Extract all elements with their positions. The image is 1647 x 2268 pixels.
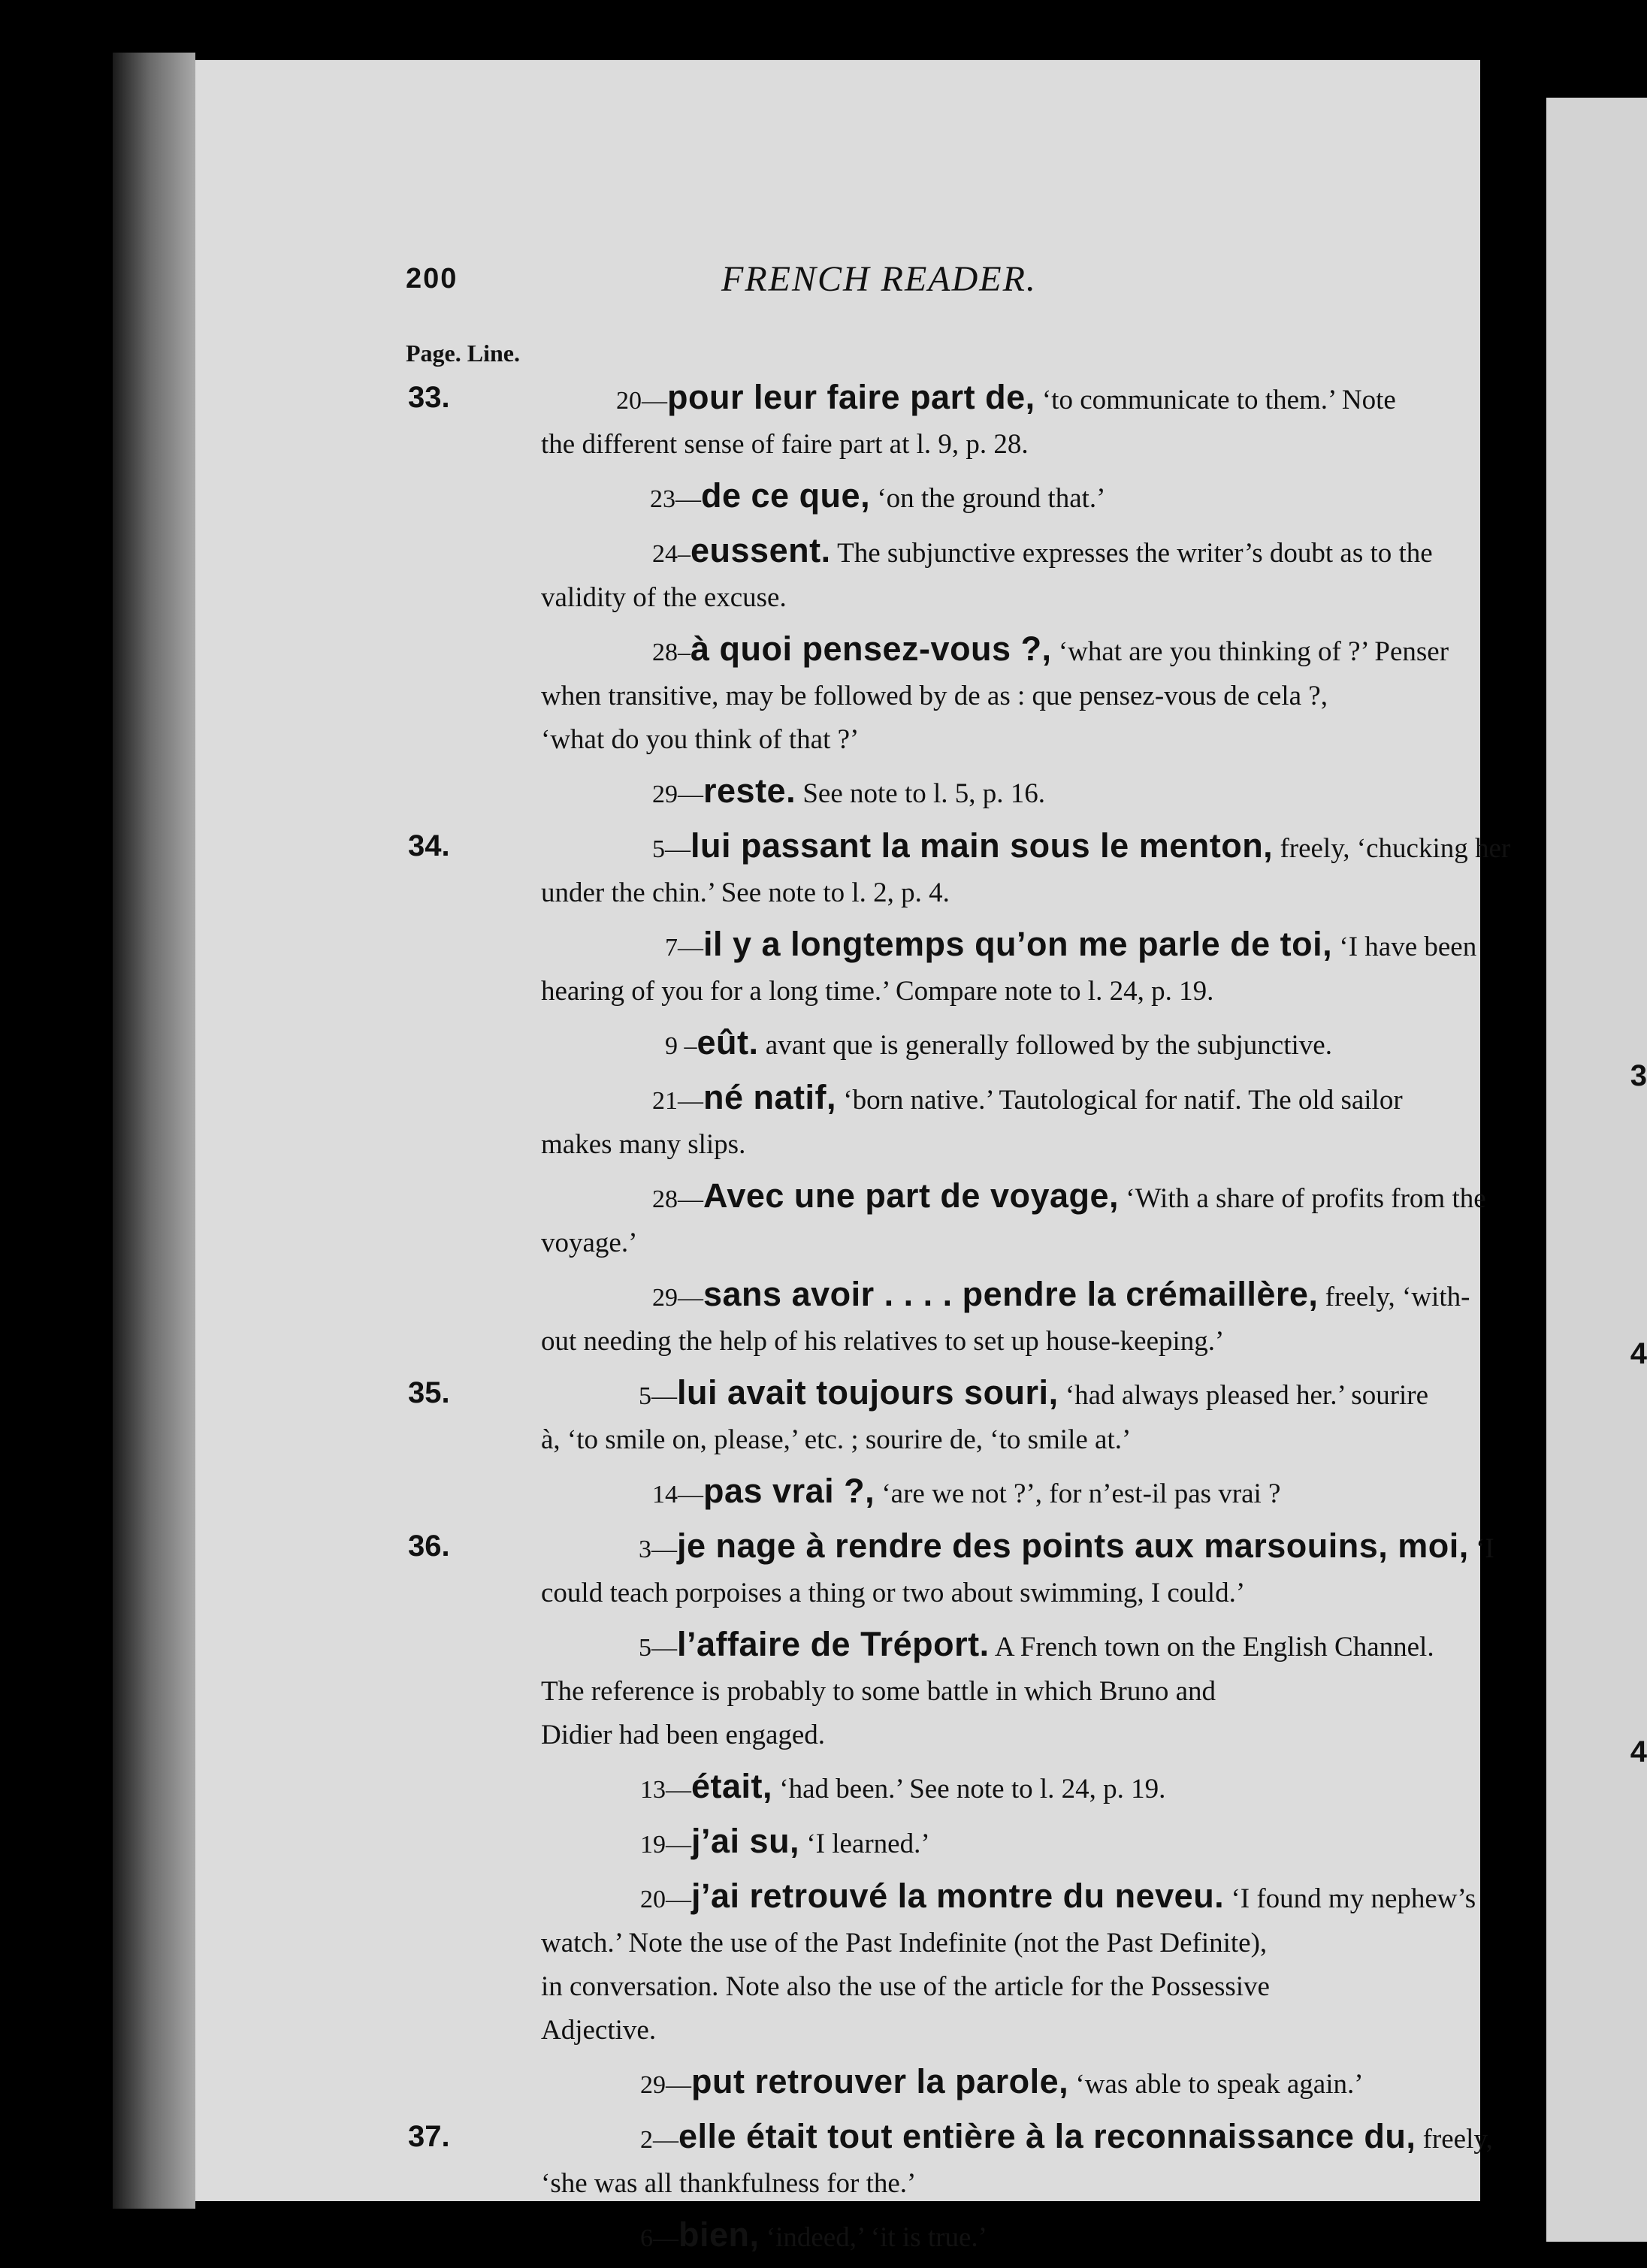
margin-mark: 4 (1630, 1735, 1647, 1768)
note-continuation: makes many slips. (541, 1129, 746, 1160)
note-line-number: 6— (640, 2224, 678, 2252)
note-entry (195, 1273, 1480, 1364)
note-headword: pour leur faire part de, (667, 378, 1035, 416)
note-headword: je nage à rendre des points aux marsouins, moi, (677, 1527, 1469, 1565)
note-gloss: A French town on the English Channel. (989, 1632, 1434, 1662)
running-title: FRENCH READER. (721, 259, 1037, 299)
note-gloss: ‘indeed,’ ‘it is true.’ (759, 2222, 987, 2253)
note-line-number: 29— (652, 1284, 703, 1312)
note-line-number: 29— (640, 2071, 691, 2099)
note-continuation: out needing the help of his relatives to set up house-keeping.’ (541, 1326, 1225, 1357)
note-line-number: 2— (640, 2126, 678, 2154)
note-line-number: 14— (652, 1481, 703, 1508)
note-gloss: ‘I found my nephew’s (1224, 1883, 1476, 1914)
note-headword: il y a longtemps qu’on me parle de toi, (703, 925, 1333, 963)
note-gloss: ‘on the ground that.’ (870, 483, 1106, 514)
note-headword: bien, (678, 2215, 760, 2254)
note-page-number: 33. (408, 381, 450, 414)
note-headword: sans avoir . . . . pendre la crémaillère, (703, 1275, 1319, 1313)
note-headword: né natif, (703, 1078, 837, 1116)
note-gloss: ‘I have been (1332, 932, 1477, 962)
note-line-number: 28– (652, 639, 691, 666)
notes-list (195, 376, 1511, 2268)
note-line-number: 13— (640, 1776, 691, 1804)
note-line-number: 21— (652, 1087, 703, 1115)
note-continuation: could teach porpoises a thing or two about swimming, I could.’ (541, 1578, 1246, 1608)
note-entry (195, 627, 1480, 762)
note-entry (195, 1469, 1480, 1517)
note-headword: elle était tout entière à la reconnaissance du, (678, 2117, 1416, 2155)
note-gloss: ‘I learned.’ (799, 1829, 930, 1859)
note-gloss: avant que is generally followed by the subjunctive. (758, 1030, 1332, 1061)
note-entry (195, 2115, 1493, 2206)
note-entry (195, 1371, 1480, 1462)
note-headword: à quoi pensez-vous ?, (691, 630, 1052, 668)
note-line-number: 5— (639, 1382, 677, 1410)
note-gloss: ‘I (1468, 1533, 1494, 1564)
note-continuation: validity of the excuse. (541, 582, 787, 613)
note-headword: lui avait toujours souri, (677, 1373, 1059, 1412)
note-entry (195, 1623, 1480, 1757)
note-continuation: when transitive, may be followed by de as : que pensez-vous de cela ?, (541, 681, 1328, 711)
note-page-number: 34. (408, 829, 450, 862)
note-page-number: 37. (408, 2120, 450, 2153)
note-continuation: watch.’ Note the use of the Past Indefinite (not the Past Definite), (541, 1928, 1268, 1958)
note-continuation: under the chin.’ See note to l. 2, p. 4. (541, 877, 950, 908)
note-headword: eût. (697, 1023, 759, 1062)
page-header (195, 259, 1480, 308)
note-gloss: See note to l. 5, p. 16. (796, 778, 1046, 809)
note-entry (195, 1820, 1480, 1867)
margin-mark: 3 (1630, 1059, 1647, 1092)
page-number: 200 (406, 263, 458, 294)
note-gloss: ‘born native.’ Tautological for natif. The old sailor (836, 1085, 1403, 1116)
note-line-number: 3— (639, 1536, 677, 1563)
note-gloss: ‘With a share of profits from the (1119, 1183, 1486, 1214)
note-continuation: The reference is probably to some battle in which Bruno and (541, 1676, 1216, 1707)
note-entry (195, 1076, 1480, 1167)
note-continuation: Didier had been engaged. (541, 1720, 826, 1750)
note-entry (195, 2213, 1480, 2260)
note-line-number: 7— (665, 934, 703, 962)
note-line-number: 28— (652, 1185, 703, 1213)
note-line-number: 5— (639, 1634, 677, 1662)
note-headword: put retrouver la parole, (691, 2062, 1069, 2100)
note-headword: de ce que, (701, 476, 871, 515)
note-gloss: freely, (1416, 2124, 1493, 2155)
note-entry (195, 923, 1480, 1013)
note-entry (195, 1765, 1480, 1812)
note-continuation: ‘what do you think of that ?’ (541, 724, 860, 755)
note-continuation: ‘she was all thankfulness for the.’ (541, 2168, 917, 2199)
note-headword: pas vrai ?, (703, 1472, 875, 1510)
note-line-number: 19— (640, 1831, 691, 1859)
note-entry (195, 1021, 1480, 1068)
note-entry (195, 376, 1480, 467)
note-continuation: in conversation. Note also the use of the article for the Possessive (541, 1971, 1270, 2002)
note-entry (195, 2060, 1480, 2107)
note-gloss: ‘are we not ?’, for n’est-il pas vrai ? (875, 1478, 1281, 1509)
note-entry (195, 1874, 1480, 2052)
book-spine-shadow (113, 53, 195, 2209)
note-headword: j’ai retrouvé la montre du neveu. (691, 1877, 1225, 1915)
note-continuation: hearing of you for a long time.’ Compare note to l. 24, p. 19. (541, 976, 1214, 1007)
adjacent-page-edge (1546, 98, 1647, 2242)
note-entry (195, 529, 1480, 620)
note-entry (195, 769, 1480, 817)
note-headword: lui passant la main sous le menton, (691, 826, 1274, 865)
note-line-number: 23— (650, 485, 701, 513)
note-gloss: ‘what are you thinking of ?’ Penser (1051, 636, 1449, 667)
note-line-number: 24– (652, 540, 691, 568)
note-entry (195, 1524, 1494, 1615)
note-headword: l’affaire de Tréport. (677, 1625, 990, 1663)
book-page (195, 60, 1511, 2254)
note-headword: était, (691, 1767, 773, 1805)
note-continuation: voyage.’ (541, 1228, 638, 1258)
note-entry (195, 474, 1480, 521)
column-labels: Page. Line. (406, 340, 520, 367)
note-page-number: 35. (408, 1376, 450, 1409)
note-headword: reste. (703, 772, 796, 810)
note-continuation: the different sense of faire part at l. 9, p. 28. (541, 429, 1029, 460)
note-page-number: 36. (408, 1530, 450, 1563)
note-line-number: 29— (652, 781, 703, 808)
note-entry (195, 824, 1511, 915)
note-line-number: 5— (652, 835, 691, 863)
note-line-number: 20— (616, 387, 667, 415)
note-gloss: ‘was able to speak again.’ (1068, 2069, 1364, 2100)
note-gloss: freely, ‘chucking her (1273, 833, 1511, 864)
note-gloss: The subjunctive expresses the writer’s doubt as to the (830, 538, 1433, 569)
note-gloss: ‘had always pleased her.’ sourire (1058, 1380, 1429, 1411)
margin-mark: 4 (1630, 1337, 1647, 1370)
note-line-number: 20— (640, 1886, 691, 1913)
note-headword: j’ai su, (691, 1822, 800, 1860)
note-line-number: 9 – (665, 1032, 697, 1060)
note-gloss: freely, ‘with- (1318, 1282, 1470, 1312)
note-continuation: à, ‘to smile on, please,’ etc. ; sourire de, ‘to smile at.’ (541, 1424, 1132, 1455)
note-gloss: ‘had been.’ See note to l. 24, p. 19. (772, 1774, 1166, 1804)
note-headword: eussent. (691, 531, 831, 569)
note-gloss: ‘to communicate to them.’ Note (1035, 385, 1396, 415)
note-headword: Avec une part de voyage, (703, 1176, 1120, 1215)
note-continuation: Adjective. (541, 2015, 657, 2046)
note-entry (195, 1174, 1486, 1265)
